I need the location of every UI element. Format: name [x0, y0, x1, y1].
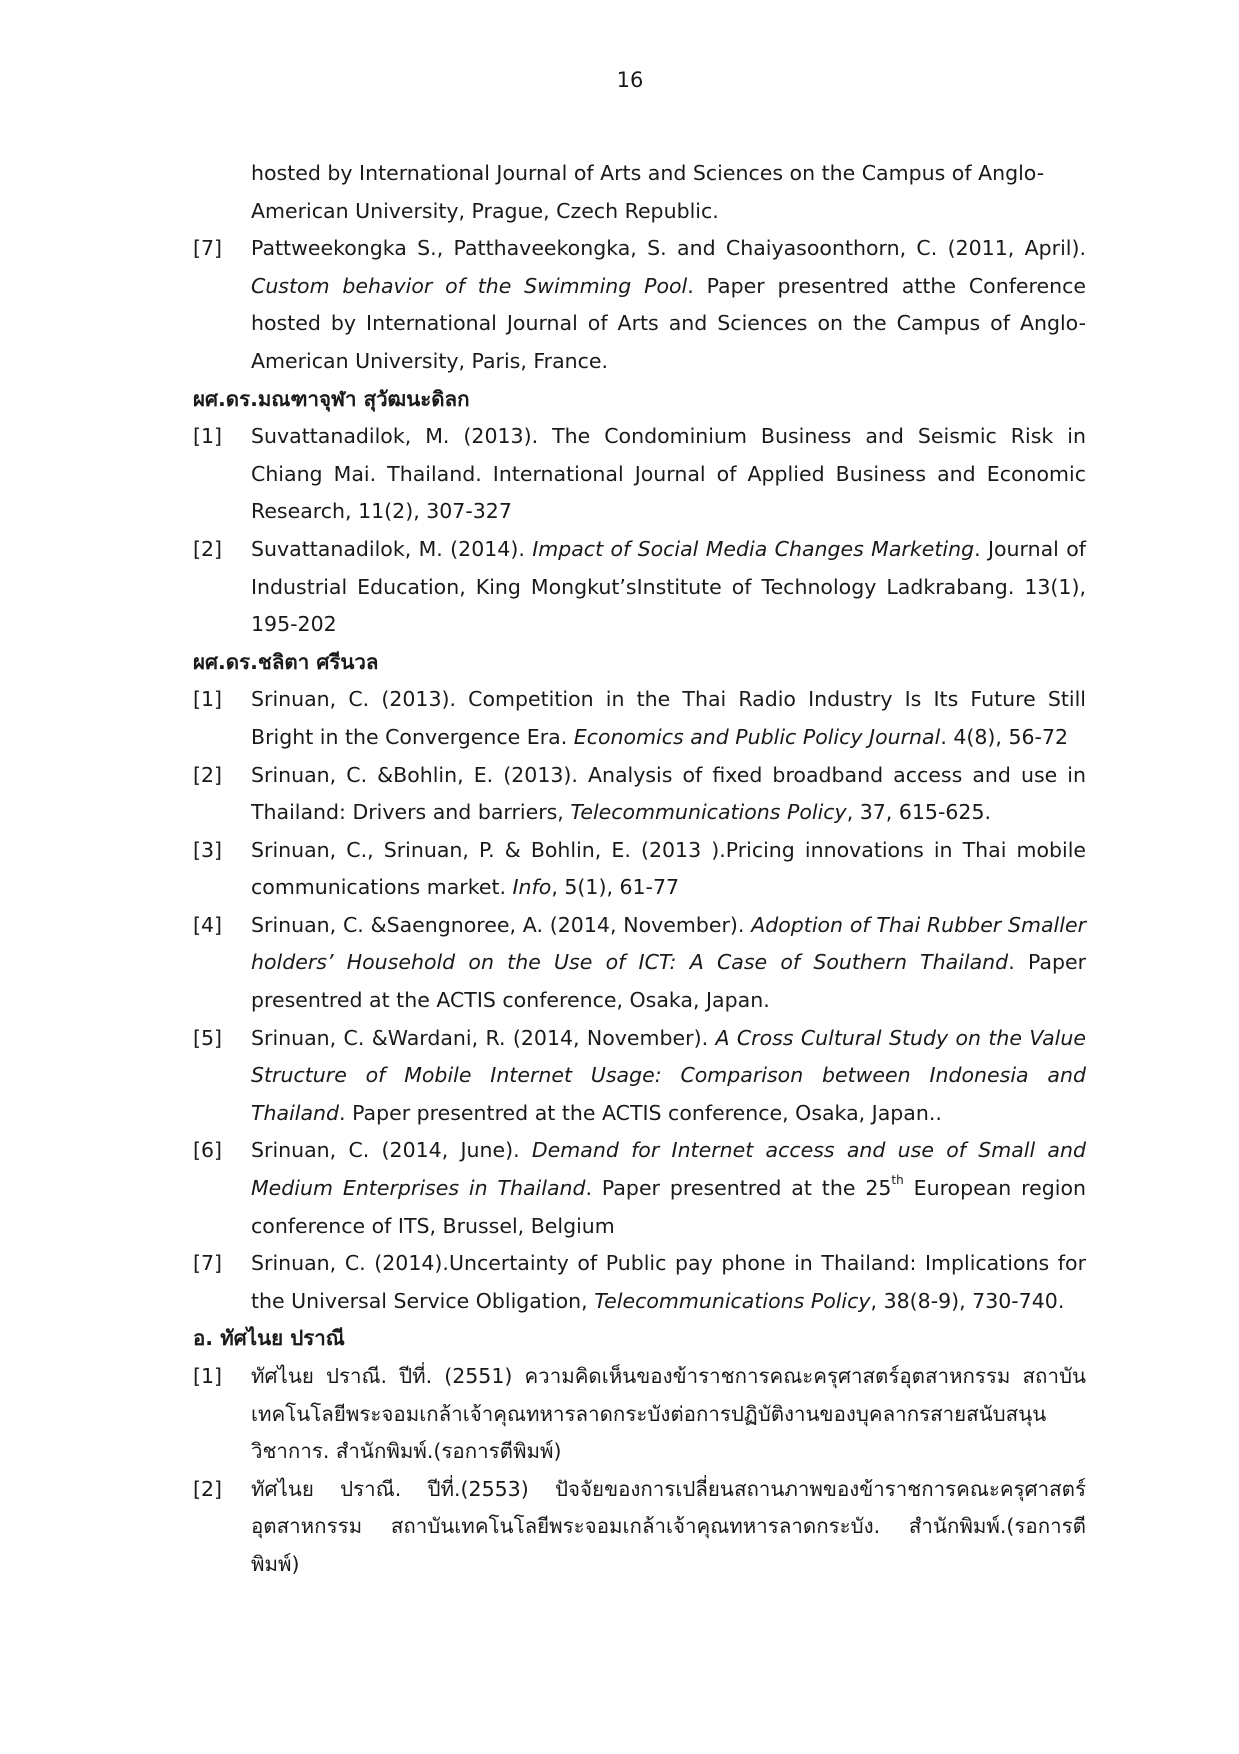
reference-title: Economics and Public Policy Journal — [573, 724, 941, 749]
reference-entry — [193, 230, 1086, 380]
reference-entry — [193, 832, 1086, 907]
reference-text: ทัศไนย ปราณี. ปีที่. (2551) ความคิดเห็นของข้าราชการคณะครุศาสตร์อุตสาหกรรม สถาบันเทคโนโลยีพระจอมเกล้าเจ้าคุณทหารลาดกระบังต่อการปฏิบัติงานของบุคลากรสายสนับสนุนวิชาการ. สำนักพิมพ์.(รอการตีพิมพ์) — [251, 1364, 1086, 1464]
reference-text: Srinuan, C. &Wardani, R. (2014, November). A Cross Cultural Study on the Value Structure of Mobile Internet Usage: Comparison between Indonesia and Thailand. Paper presentred at the ACTIS conference, Osaka, Japan.. — [251, 1025, 1086, 1125]
reference-number: [7] — [193, 236, 223, 261]
reference-number: [1] — [193, 1364, 223, 1388]
reference-number: [2] — [193, 762, 223, 787]
reference-number: [3] — [193, 837, 223, 862]
reference-entry — [193, 418, 1086, 531]
reference-number: [1] — [193, 687, 223, 712]
reference-title: Adoption of Thai Rubber Smaller holders’ Household on the Use of ICT: A Case of Southern Thailand — [251, 912, 1086, 975]
reference-text: ทัศไนย ปราณี. ปีที่.(2553) ปัจจัยของการเปลี่ยนสถานภาพของข้าราชการคณะครุศาสตร์อุตสาหกรรม สถาบันเทคโนโลยีพระจอมเกล้าเจ้าคุณทหารลาดกระบัง. สำนักพิมพ์.(รอการตีพิมพ์) — [251, 1476, 1086, 1576]
reference-title: Telecommunications Policy — [570, 800, 847, 825]
reference-title: Custom behavior of the Swimming Pool — [251, 273, 688, 298]
reference-entry — [193, 907, 1086, 1020]
reference-entry — [193, 1358, 1086, 1471]
reference-title: Info — [512, 875, 552, 900]
reference-entry — [193, 531, 1086, 644]
continued-line-1: hosted by International Journal of Arts and Sciences on the Campus of Anglo- — [251, 161, 1045, 185]
reference-list — [193, 155, 1086, 1584]
reference-text: Srinuan, C. (2014, June). Demand for Internet access and use of Small and Medium Enterprises in Thailand. Paper presentred at the 25th European region conference of ITS, Brussel, Belgium — [251, 1138, 1086, 1238]
reference-entry — [193, 757, 1086, 832]
author-heading: อ. ทัศไนย ปราณี — [193, 1326, 345, 1351]
author-heading: ผศ.ดร.มณฑาจุฬา สุวัฒนะดิลก — [193, 386, 470, 411]
reference-entry — [193, 1132, 1086, 1245]
reference-number: [4] — [193, 912, 223, 937]
reference-number: [6] — [193, 1138, 223, 1163]
reference-number: [5] — [193, 1025, 223, 1050]
continued-line-2: American University, Prague, Czech Republic. — [251, 198, 719, 223]
reference-text: Suvattanadilok, M. (2014). Impact of Social Media Changes Marketing. Journal of Industrial Education, King Mongkut’sInstitute of Technology Ladkrabang. 13(1), 195-202 — [251, 536, 1086, 637]
reference-entry — [193, 681, 1086, 756]
reference-entry — [193, 1245, 1086, 1320]
ordinal-superscript: th — [891, 1173, 904, 1188]
reference-text: Srinuan, C., Srinuan, P. & Bohlin, E. (2013 ).Pricing innovations in Thai mobile communications market. Info, 5(1), 61-77 — [251, 837, 1086, 900]
reference-number: [1] — [193, 424, 223, 449]
reference-text: Suvattanadilok, M. (2013). The Condominium Business and Seismic Risk in Chiang Mai. Thailand. International Journal of Applied Business and Economic Research, 11(2), 307-327 — [251, 424, 1086, 524]
reference-title: Demand for Internet access and use of Small and Medium Enterprises in Thailand — [251, 1138, 1086, 1201]
page-number: 16 — [616, 68, 644, 92]
reference-text: Srinuan, C. (2013). Competition in the Thai Radio Industry Is Its Future Still Bright in the Convergence Era. Economics and Public Policy Journal. 4(8), 56-72 — [251, 687, 1086, 749]
author-heading: ผศ.ดร.ชลิตา ศรีนวล — [193, 649, 379, 674]
continued-reference — [193, 155, 1086, 230]
reference-number: [2] — [193, 1476, 223, 1501]
reference-text: Srinuan, C. &Bohlin, E. (2013). Analysis of fixed broadband access and use in Thailand: Drivers and barriers, Telecommunications Policy, 37, 615-625. — [251, 762, 1086, 825]
reference-title: A Cross Cultural Study on the Value Structure of Mobile Internet Usage: Comparison between Indonesia and Thailand — [251, 1025, 1086, 1125]
reference-entry — [193, 1020, 1086, 1133]
reference-title: Telecommunications Policy — [594, 1288, 871, 1313]
reference-entry — [193, 1471, 1086, 1584]
reference-title: Impact of Social Media Changes Marketing — [532, 536, 975, 561]
reference-number: [2] — [193, 536, 223, 561]
reference-text: Srinuan, C. &Saengnoree, A. (2014, November). Adoption of Thai Rubber Smaller holders’ Household on the Use of ICT: A Case of Southern Thailand. Paper presentred at the ACTIS conference, Osaka, Japan. — [251, 912, 1087, 1013]
reference-text: Srinuan, C. (2014).Uncertainty of Public pay phone in Thailand: Implications for the Universal Service Obligation, Telecommunications Policy, 38(8-9), 730-740. — [251, 1251, 1086, 1313]
reference-number: [7] — [193, 1251, 223, 1276]
reference-text: Pattweekongka S., Patthaveekongka, S. and Chaiyasoonthorn, C. (2011, April). Custom behavior of the Swimming Pool. Paper presentred atthe Conference hosted by International Journal of Arts and Sciences on the Campus of Anglo-American University, Paris, France. — [251, 236, 1086, 373]
